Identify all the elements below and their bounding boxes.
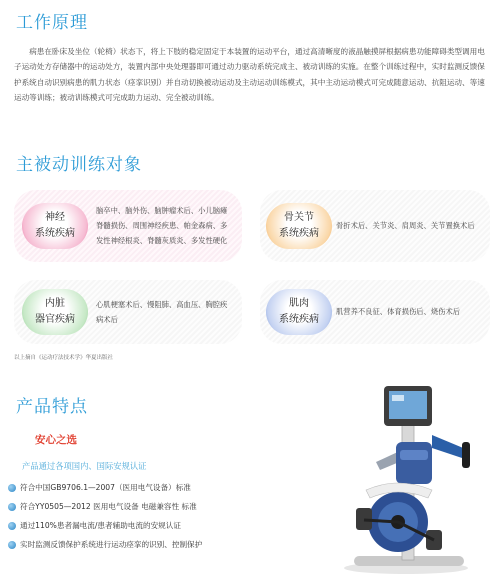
card-item: 心肌梗塞术后、慢阻肺、高血压、胸腔疾 — [96, 300, 228, 309]
badge-visceral-organs — [22, 289, 88, 335]
card-item: 肌营养不良征、体育损伤后、烧伤术后 — [336, 307, 461, 316]
badge-line1: 肌肉 — [289, 298, 309, 309]
bullet-icon — [8, 522, 16, 530]
badge-line2: 系统疾病 — [279, 314, 319, 325]
badge-line1: 神经 — [45, 212, 65, 223]
badge-bone-joint-system — [266, 203, 332, 249]
bullet-icon — [8, 503, 16, 511]
feature-item — [8, 535, 202, 554]
feature-item — [8, 516, 202, 535]
source-note: 以上摘自《运动疗法技术学》华夏出版社 — [14, 355, 114, 361]
feature-item — [8, 497, 202, 516]
card-item: 脑卒中、脑外伤、脑肿瘤术后、小儿脑瘫 — [96, 206, 228, 215]
card-items — [336, 218, 475, 233]
badge-nerve-system — [22, 203, 88, 249]
feature-item — [8, 478, 202, 497]
card-items — [336, 304, 460, 319]
card-items — [96, 297, 227, 327]
card-items — [96, 203, 227, 248]
badge-line2: 系统疾病 — [35, 228, 75, 239]
section-title-training-targets: 主被动训练对象 — [16, 155, 142, 175]
card-item: 骨折术后、关节炎、肩周炎、关节置换术后 — [336, 221, 475, 230]
card-muscle-system — [260, 280, 490, 344]
card-nerve-system — [14, 190, 242, 262]
feature-text: 符合中国GB9706.1—2007（医用电气设备）标准 — [20, 483, 191, 492]
feature-text: 符合YY0505—2012 医用电气设备 电磁兼容性 标准 — [20, 502, 197, 511]
section-title-product-features: 产品特点 — [16, 397, 88, 417]
badge-muscle-system — [266, 289, 332, 335]
card-item: 脊髓损伤、周围神经疾患、帕金森病、多 — [96, 221, 228, 230]
certification-line: 产品通过各项国内、国际安规认证 — [22, 461, 147, 471]
card-item: 发性神经根炎、脊髓灰质炎、多发性硬化 — [96, 236, 228, 245]
rehab-trainer-device-illustration — [336, 380, 486, 575]
feature-text: 通过110%患者漏电流/患者辅助电流的安规认证 — [20, 521, 181, 530]
badge-line2: 器官疾病 — [35, 314, 75, 325]
bullet-icon — [8, 541, 16, 549]
card-item: 病术后 — [96, 315, 118, 324]
badge-line1: 骨关节 — [284, 212, 314, 223]
section-title-working-principle: 工作原理 — [16, 13, 88, 33]
feature-text: 实时监测反馈保护系统进行运动痉挛的识别、控制保护 — [20, 540, 203, 549]
working-principle-paragraph: 病患在卧床及坐位（轮椅）状态下，将上下肢的稳定固定于本装置的运动平台，通过高清晰度的液晶触摸屏根据病患功能障碍类型调用电子运动处方存储器中的运动处方，装置内部中央处理器即可通过动力驱动系统完成主、被动训练的实施。在整个训练过程中，实时监测反馈保护系统自动识别病患的肌力状态（痉挛识别）并自动切换被动运动及主动运动训练模式，其中主动运动模式可完成随意运动、抗阻运动、等速运动等训练；被动训练模式可完成助力运动、完全被动训练。 — [14, 47, 485, 102]
feature-list — [8, 478, 202, 554]
card-visceral-organs — [14, 280, 242, 344]
badge-line1: 内脏 — [45, 298, 65, 309]
bullet-icon — [8, 484, 16, 492]
card-bone-joint-system — [260, 190, 490, 262]
safety-subtitle: 安心之选 — [35, 434, 77, 446]
badge-line2: 系统疾病 — [279, 228, 319, 239]
